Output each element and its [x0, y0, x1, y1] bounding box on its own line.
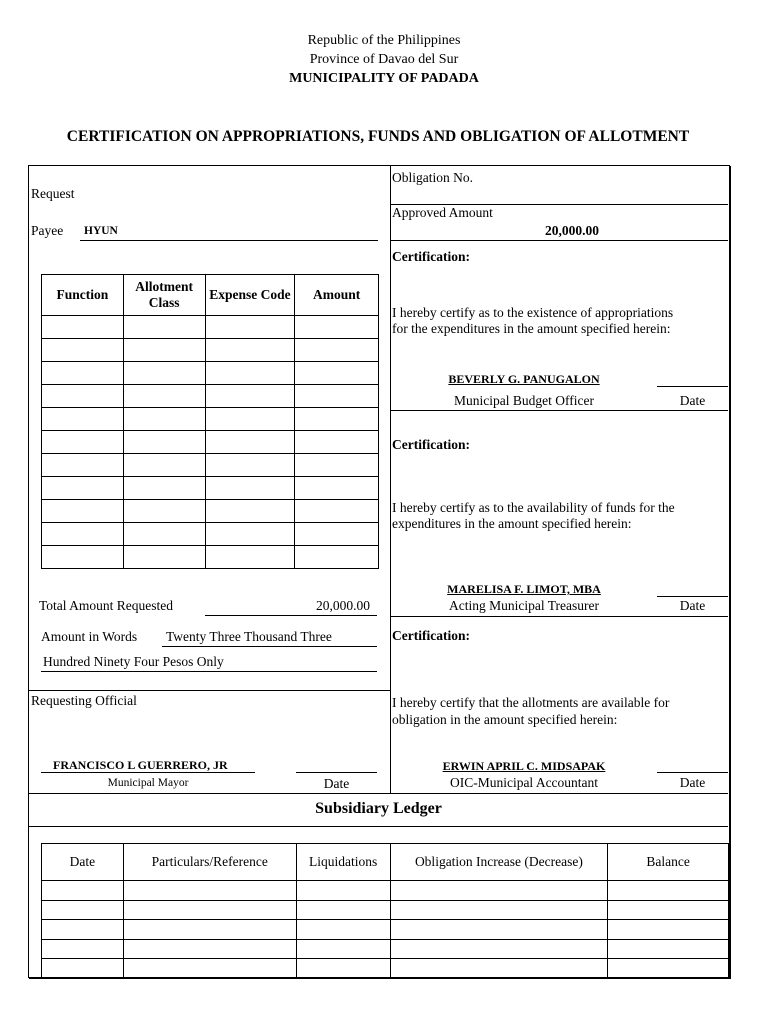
cert3-title: OIC-Municipal Accountant	[449, 775, 599, 790]
table-cell	[42, 385, 124, 408]
table-cell	[123, 900, 296, 920]
table-cell	[295, 408, 379, 431]
table-cell	[123, 316, 205, 339]
table-row	[42, 454, 379, 477]
table-cell	[205, 339, 295, 362]
table-cell	[42, 881, 124, 901]
table-cell	[608, 920, 729, 940]
table-cell	[123, 408, 205, 431]
table-cell	[296, 900, 390, 920]
official-date-label: Date	[323, 776, 350, 791]
total-amount-label: Total Amount Requested	[39, 598, 174, 613]
table-cell	[42, 408, 124, 431]
table-row	[42, 477, 379, 500]
header-function: Function	[42, 275, 124, 316]
table-cell	[42, 900, 124, 920]
table-cell	[205, 362, 295, 385]
table-cell	[42, 362, 124, 385]
table-cell	[295, 339, 379, 362]
table-cell	[296, 959, 390, 979]
table-cell	[205, 523, 295, 546]
cert2-text2: expenditures in the amount specified herein:	[392, 516, 632, 531]
cert2-name: MARELISA F. LIMOT, MBA	[447, 582, 601, 596]
table-cell	[123, 339, 205, 362]
approved-amount-label: Approved Amount	[392, 205, 493, 220]
ledger-header-date: Date	[42, 844, 124, 881]
obligation-no-label: Obligation No.	[392, 170, 473, 185]
ledger-header-liquidations: Liquidations	[296, 844, 390, 881]
table-cell	[42, 546, 124, 569]
table-cell	[42, 339, 124, 362]
table-cell	[123, 500, 205, 523]
table-row	[42, 920, 729, 940]
official-name: FRANCISCO L GUERRERO, JR	[53, 758, 228, 772]
table-cell	[608, 881, 729, 901]
cert2-text1: I hereby certify as to the availability of funds for the	[392, 500, 675, 515]
table-cell	[608, 959, 729, 979]
header-expense-code: Expense Code	[205, 275, 295, 316]
table-cell	[295, 431, 379, 454]
table-cell	[123, 881, 296, 901]
table-cell	[295, 454, 379, 477]
request-label: Request	[31, 186, 75, 201]
amount-words-line2: Hundred Ninety Four Pesos Only	[43, 654, 224, 669]
table-row	[42, 362, 379, 385]
amount-words-line1: Twenty Three Thousand Three	[166, 629, 332, 644]
table-cell	[42, 523, 124, 546]
table-cell	[123, 477, 205, 500]
table-cell	[390, 920, 608, 940]
table-cell	[390, 881, 608, 901]
cert3-text1: I hereby certify that the allotments are available for	[392, 695, 670, 710]
cert3-text2: obligation in the amount specified herein:	[392, 712, 618, 727]
table-cell	[42, 431, 124, 454]
table-cell	[608, 900, 729, 920]
header-amount: Amount	[295, 275, 379, 316]
table-cell	[123, 454, 205, 477]
republic-line: Republic of the Philippines	[307, 33, 461, 48]
amount-words-label: Amount in Words	[41, 629, 138, 644]
table-cell	[205, 431, 295, 454]
payee-underline	[80, 240, 378, 241]
total-amount-value: 20,000.00	[316, 598, 370, 613]
ledger-table	[41, 843, 729, 979]
table-cell	[42, 920, 124, 940]
province-line: Province of Davao del Sur	[309, 52, 459, 67]
table-cell	[42, 500, 124, 523]
table-cell	[123, 385, 205, 408]
table-cell	[296, 920, 390, 940]
table-cell	[123, 959, 296, 979]
table-row	[42, 431, 379, 454]
table-cell	[296, 881, 390, 901]
table-cell	[205, 408, 295, 431]
table-cell	[390, 959, 608, 979]
table-cell	[296, 939, 390, 959]
ledger-header-obligation: Obligation Increase (Decrease)	[390, 844, 608, 881]
table-cell	[390, 900, 608, 920]
table-cell	[390, 939, 608, 959]
table-cell	[295, 316, 379, 339]
ledger-header-particulars: Particulars/Reference	[123, 844, 296, 881]
table-row	[42, 385, 379, 408]
table-cell	[205, 500, 295, 523]
table-cell	[205, 316, 295, 339]
table-cell	[123, 362, 205, 385]
payee-value: HYUN	[84, 225, 118, 237]
table-row	[42, 881, 729, 901]
table-cell	[205, 477, 295, 500]
cert1-label: Certification:	[392, 249, 470, 264]
table-row	[42, 500, 379, 523]
cert3-date-label: Date	[679, 775, 706, 790]
ledger-header-balance: Balance	[608, 844, 729, 881]
table-row	[42, 546, 379, 569]
table-cell	[205, 385, 295, 408]
cert2-label: Certification:	[392, 437, 470, 452]
table-cell	[608, 939, 729, 959]
table-cell	[123, 431, 205, 454]
cert2-title: Acting Municipal Treasurer	[449, 598, 599, 613]
table-row	[42, 316, 379, 339]
table-cell	[295, 477, 379, 500]
cert1-name: BEVERLY G. PANUGALON	[448, 372, 600, 386]
document-title: CERTIFICATION ON APPROPRIATIONS, FUNDS AND OBLIGATION OF ALLOTMENT	[66, 128, 690, 145]
cert2-date-label: Date	[679, 598, 706, 613]
table-cell	[123, 546, 205, 569]
table-row	[42, 523, 379, 546]
municipality-line: MUNICIPALITY OF PADADA	[289, 71, 479, 86]
table-row	[42, 959, 729, 979]
table-cell	[295, 362, 379, 385]
table-cell	[205, 546, 295, 569]
requesting-official-label: Requesting Official	[31, 693, 137, 708]
cert1-text2: for the expenditures in the amount specified herein:	[392, 321, 671, 336]
table-cell	[123, 920, 296, 940]
allotment-table	[41, 274, 379, 569]
official-title: Municipal Mayor	[107, 777, 189, 789]
table-cell	[295, 546, 379, 569]
column-divider	[390, 166, 391, 793]
payee-label: Payee	[31, 223, 64, 238]
table-cell	[205, 454, 295, 477]
table-cell	[42, 454, 124, 477]
cert3-label: Certification:	[392, 628, 470, 643]
table-cell	[295, 523, 379, 546]
header-allotment-class: Allotment Class	[123, 275, 205, 316]
ledger-title: Subsidiary Ledger	[315, 800, 442, 817]
cert1-title: Municipal Budget Officer	[454, 393, 594, 408]
table-cell	[123, 523, 205, 546]
table-cell	[42, 316, 124, 339]
table-cell	[42, 939, 124, 959]
table-row	[42, 939, 729, 959]
cert3-name: ERWIN APRIL C. MIDSAPAK	[442, 759, 606, 773]
table-cell	[295, 500, 379, 523]
table-cell	[42, 477, 124, 500]
approved-amount-value: 20,000.00	[545, 223, 599, 238]
table-cell	[42, 959, 124, 979]
cert1-text1: I hereby certify as to the existence of appropriations	[392, 305, 674, 320]
table-row	[42, 339, 379, 362]
table-cell	[295, 385, 379, 408]
table-cell	[123, 939, 296, 959]
cert1-date-label: Date	[679, 393, 706, 408]
table-row	[42, 900, 729, 920]
table-row	[42, 408, 379, 431]
